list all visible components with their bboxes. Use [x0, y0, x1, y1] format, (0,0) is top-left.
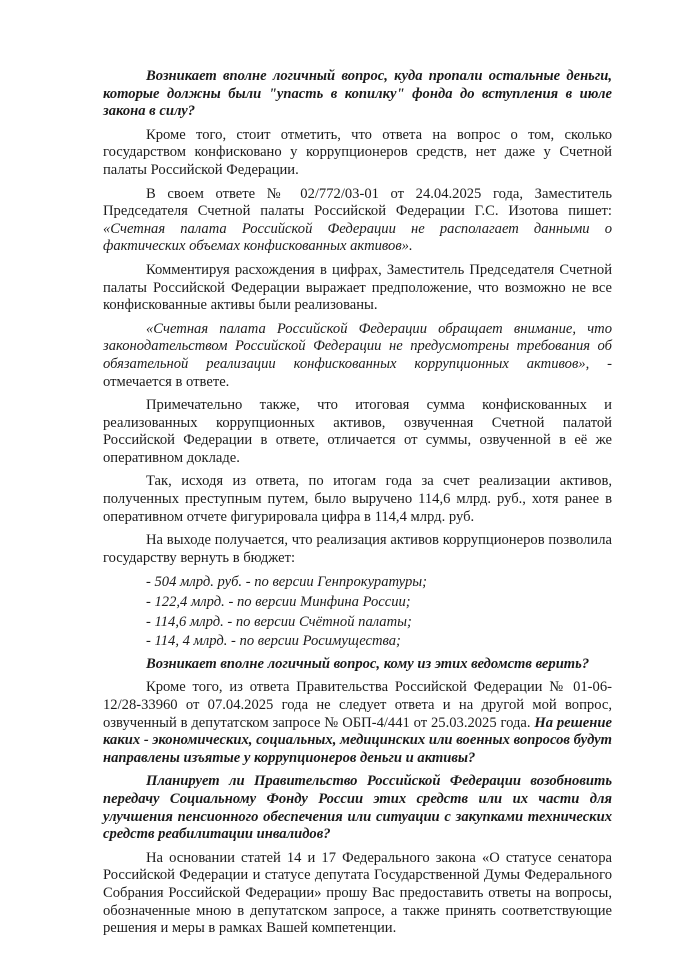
agency-versions-list — [103, 573, 612, 651]
paragraph-discrepancy: Комментируя расхождения в цифрах, Заместитель Председателя Счетной палаты Российской Федерации выражает предположение, что возможно не все конфискованные активы были реализованы. — [103, 261, 612, 314]
paragraph-izotova-reply — [103, 186, 612, 256]
question-whom-to-trust: Возникает вполне логичный вопрос, кому из этих ведомств верить? — [146, 655, 590, 672]
paragraph-no-answer: Кроме того, стоит отметить, что ответа на вопрос о том, сколько государством конфисковано у коррупционеров средств, нет даже у Счетной палаты Российской Федерации. — [103, 126, 612, 178]
question-use-of-funds: На решение каких - экономических, социальных, медицинских или военных вопросов будут направлены изъятые у коррупционеров деньги и активы? — [103, 714, 612, 766]
question-social-fund: Планирует ли Правительство Российской Федерации возобновить передачу Социальному Фонду России этих средств или их части для улучшения пенсионного обеспечения или ситуации с закупками технических средств реабилитации инвалидов? — [103, 773, 612, 843]
izotova-lead: В своем ответе № 02/772/03-01 от 24.04.2025 года, Заместитель Председателя Счетной палаты Российской Федерации Г.С. Изотова пишет: — [103, 185, 612, 220]
paragraph-revenue: Так, исходя из ответа, по итогам года за счет реализации активов, полученных преступным путем, было выручено 114,6 млрд. руб., хотя ранее в оперативном отчете фигурировала цифра в 114,4 млрд. руб. — [103, 473, 612, 525]
paragraph-no-requirement — [103, 321, 612, 391]
paragraph-budget-return: На выходе получается, что реализация активов коррупционеров позволила государству вернуть в бюджет: — [103, 532, 612, 566]
paragraph-government-reply — [103, 679, 612, 767]
list-item: - 122,4 млрд. - по версии Минфина России; — [146, 594, 411, 611]
requirement-quote: «Счетная палата Российской Федерации обращает внимание, что законодательством Российской Федерации не предусмотрены требования об обязательной реализации конфискованных коррупционных активов», — [103, 320, 612, 372]
list-item: - 114,6 млрд. - по версии Счётной палаты; — [146, 613, 412, 630]
requirement-tail: - отмечается в ответе. — [103, 355, 612, 390]
paragraph-sum-differs: Примечательно также, что итоговая сумма конфискованных и реализованных коррупционных активов, озвученная Счетной палатой Российской Федерации в ответе, отличается от суммы, озвученной в её же оперативном докладе. — [103, 397, 612, 466]
list-item: - 114, 4 млрд. - по версии Росимущества; — [146, 633, 401, 650]
paragraph-legal-basis: На основании статей 14 и 17 Федерального закона «О статусе сенатора Российской Федерации и статусе депутата Государственной Думы Федерального Собрания Российской Федерации» прошу Вас предоставить ответы на вопросы, обозначенные мною в депутатском запросе, а также принять соответствующие решения и меры в рамках Вашей компетенции. — [103, 849, 612, 937]
question-missing-money: Возникает вполне логичный вопрос, куда пропали остальные деньги, которые должны были "упасть в копилку" фонда до вступления в июле закона в силу? — [103, 68, 612, 120]
government-lead: Кроме того, из ответа Правительства Российской Федерации № 01-06-12/28-33960 от 07.04.2025 года не следует ответа и на другой мой вопрос, озвученный в депутатском запросе № ОБП-4/441 от 25.03.2025 года. — [103, 679, 612, 731]
izotova-quote: «Счетная палата Российской Федерации не располагает данными о фактических объемах конфискованных активов». — [103, 220, 612, 255]
list-item: - 504 млрд. руб. - по версии Генпрокуратуры; — [146, 574, 427, 591]
